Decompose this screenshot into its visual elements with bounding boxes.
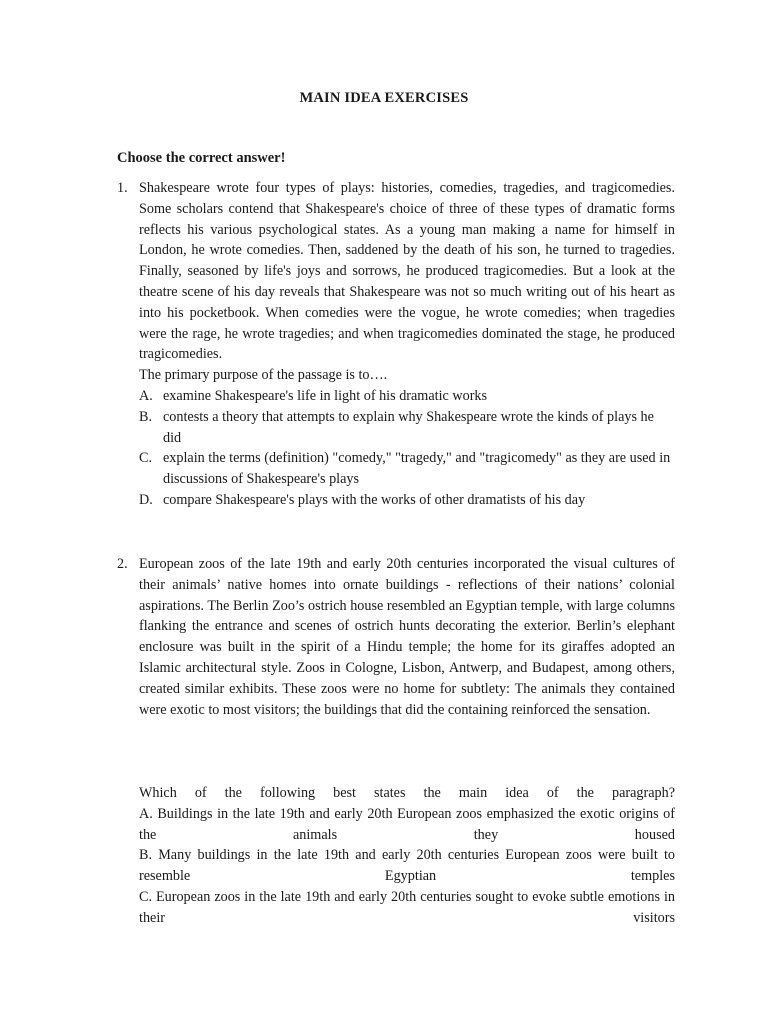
question-1 [139,178,675,511]
option-text: compare Shakespeare's plays with the works of other dramatists of his day [163,491,586,508]
option-letter: A. [139,387,153,404]
question-1-prompt: The primary purpose of the passage is to…. [139,367,388,384]
option-letter: C. [139,450,153,467]
page-title: MAIN IDEA EXERCISES [299,90,469,106]
question-2-question [139,783,675,929]
question-1-number: 1. [117,180,128,196]
question-2-passage: European zoos of the late 19th and early 20th centuries incorporated the visual cultures of their animals’ native homes into ornate buildings - reflections of their nations’ colonial aspirations. The Berlin Zoo’s ostrich house resembled an Egyptian temple, with large columns flanking the entrance and scenes of ostrich hunts decorating the exterior. Berlin’s elephant enclosure was built in the spirit of a Hindu temple; the home for its giraffes adopted an Islamic architectural style. Zoos in Cologne, Lisbon, Antwerp, and Budapest, among others, created similar exhibits. These zoos were no home for subtlety: The animals they contained were exotic to most visitors; the buildings that did the containing reinforced the sensation. [139,556,675,718]
question-2-option-c[interactable]: C. European zoos in the late 19th and early 20th centuries sought to evoke subtle emotions in their visitors [139,888,675,926]
question-1-option-b[interactable] [139,407,675,449]
question-1-passage: Shakespeare wrote four types of plays: histories, comedies, tragedies, and tragicomedies. Some scholars contend that Shakespeare's choice of three of these types of dramatic forms reflects his various psychological states. As a young man making a name for himself in London, he wrote comedies. Then, saddened by the death of his son, he turned to tragedies. Finally, seasoned by life's joys and sorrows, he produced tragicomedies. But a look at the theatre scene of his day reveals that Shakespeare was not so much writing out of his heart as into his pocketbook. When comedies were the vogue, he wrote comedies; when tragedies were the rage, he wrote tragedies; and when tragicomedies dominated the stage, he produced tragicomedies. [139,180,675,363]
instruction-text: Choose the correct answer! [117,150,286,166]
question-1-options [139,386,675,511]
option-text: contests a theory that attempts to explain why Shakespeare wrote the kinds of plays he did [163,408,654,446]
option-letter: B. [139,408,153,425]
option-letter: D. [139,491,153,508]
question-2 [139,554,675,720]
question-2-prompt: Which of the following best states the main idea of the paragraph? [139,785,675,801]
option-text: explain the terms (definition) "comedy," "tragedy," and "tragicomedy" as they are used in discussions of Shakespeare's plays [163,450,671,488]
option-text: examine Shakespeare's life in light of his dramatic works [163,387,488,404]
question-2-option-a[interactable]: A. Buildings in the late 19th and early 20th European zoos emphasized the exotic origins of the animals they housed [139,805,675,843]
question-1-option-a[interactable] [139,386,675,407]
question-2-option-b[interactable]: B. Many buildings in the late 19th and early 20th centuries European zoos were built to resemble Egyptian temples [139,847,675,885]
question-2-number: 2. [117,556,128,572]
question-1-option-c[interactable] [139,448,675,490]
question-1-option-d[interactable] [139,490,675,511]
